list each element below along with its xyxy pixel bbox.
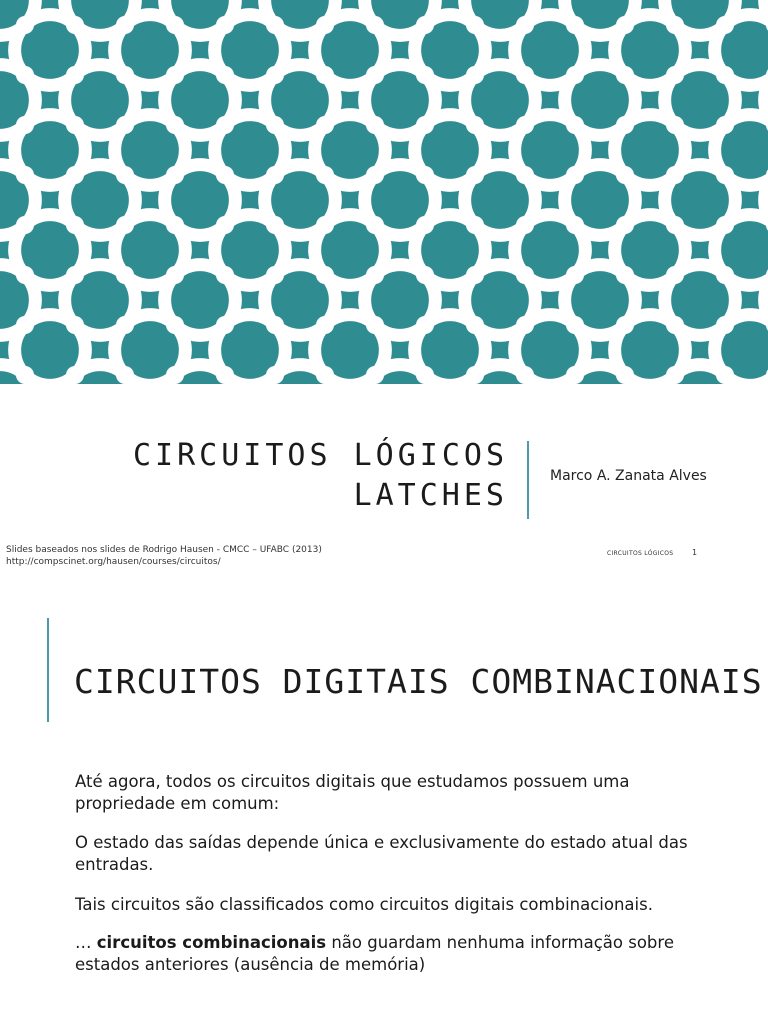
paragraph: Até agora, todos os circuitos digitais que estudamos possuem uma propriedade em comum: xyxy=(75,772,630,813)
credits xyxy=(6,544,322,568)
bold-term: circuitos combinacionais xyxy=(96,933,327,952)
paragraph-rest: não guardam nenhuma informação sobre estados anteriores (ausência de memória) xyxy=(75,933,674,974)
title-line-1: CIRCUITOS LÓGICOS xyxy=(132,438,508,473)
footer-label: CIRCUITOS LÓGICOS xyxy=(607,550,674,557)
ellipsis: … xyxy=(75,933,97,952)
page-number: 1 xyxy=(692,548,698,557)
credit-url: http://compscinet.org/hausen/courses/circuitos/ xyxy=(6,557,221,567)
content-slide xyxy=(0,590,768,1024)
paragraph: Tais circuitos são classificados como circuitos digitais combinacionais. xyxy=(75,895,653,914)
paragraph: O estado das saídas depende única e exclusivamente do estado atual das entradas. xyxy=(75,833,688,874)
paragraph xyxy=(75,932,715,976)
title-line-2: LATCHES xyxy=(353,478,508,513)
slide-title: CIRCUITOS DIGITAIS COMBINACIONAIS xyxy=(74,662,763,701)
title-accent-bar xyxy=(47,618,49,722)
slide-title xyxy=(133,436,508,516)
decorative-pattern xyxy=(0,0,768,384)
author-name: Marco A. Zanata Alves xyxy=(550,468,707,484)
credit-text: Slides baseados nos slides de Rodrigo Hausen - CMCC – UFABC (2013) xyxy=(6,545,322,555)
title-divider xyxy=(527,441,529,519)
